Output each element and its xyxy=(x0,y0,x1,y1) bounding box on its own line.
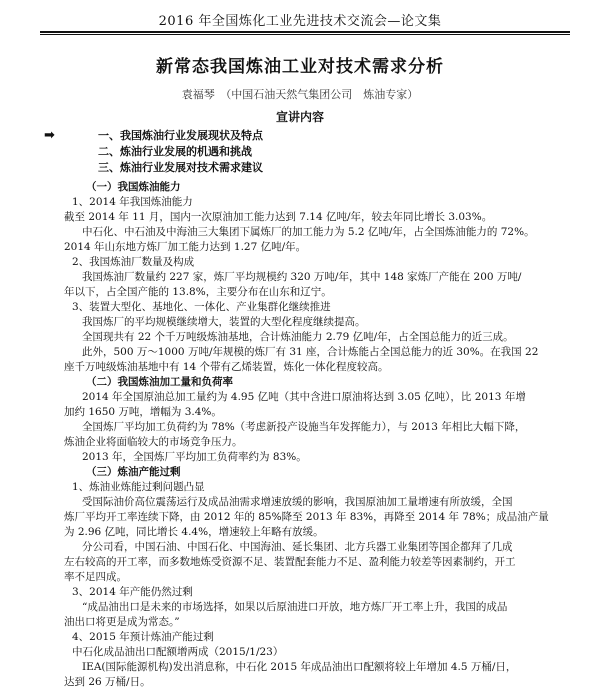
subsection-heading: 2、我国炼油厂数量及构成 xyxy=(72,256,195,268)
contents-heading: 宣讲内容 xyxy=(275,110,324,124)
subsection-heading: 1、炼油业炼能过剩问题凸显 xyxy=(72,481,205,493)
paragraph-line: 左右较高的开工率，而多数地炼受资源不足、装置配套能力不足、盈利能力较差等因素制约，开工 xyxy=(64,556,516,568)
paragraph-line: 座千万吨级炼油基地中有 14 个带有乙烯装置，炼化一体化程度较高。 xyxy=(64,361,389,373)
subsection-heading: 1、2014 年我国炼油能力 xyxy=(72,196,193,208)
paragraph-line: 率不足四成。 xyxy=(64,571,127,583)
paragraph-line: 炼厂平均开工率连续下降，由 2012 年的 85%降至 2013 年 83%，再降至 2014 年 78%；成品油产量 xyxy=(64,511,549,523)
paragraph-line: 为 2.96 亿吨，同比增长 4.4%，增速较上年略有放缓。 xyxy=(64,526,324,538)
paragraph-line: IEA(国际能源机构)发出消息称，中石化 2015 年成品油出口配额将较上年增加 4.5 万桶/日， xyxy=(82,661,517,673)
toc-item xyxy=(58,144,263,160)
subsection-heading: 3、装置大型化、基地化、一体化、产业集群化继续推进 xyxy=(72,301,331,313)
running-header: 2016 年全国炼化工业先进技术交流会—论文集 xyxy=(158,14,442,29)
paragraph-line: 2014 年全国原油总加工量约为 4.95 亿吨（其中含进口原油将达到 3.05 亿吨），比 2013 年增 xyxy=(82,391,526,403)
paragraph-line: 加约 1650 万吨，增幅为 3.4%。 xyxy=(64,406,222,418)
section-heading: （二）我国炼油加工量和负荷率 xyxy=(86,376,233,388)
toc-item-label: 二、炼油行业发展的机遇和挑战 xyxy=(98,145,252,158)
toc-item-label: 一、我国炼油行业发展现状及特点 xyxy=(98,129,263,142)
paragraph-line: 2013 年，全国炼厂平均加工负荷率约为 83%。 xyxy=(82,451,307,463)
paragraph-line: 全国炼厂平均加工负荷约为 78%（考虑新投产设施当年发挥能力），与 2013 年相比大幅下降， xyxy=(82,421,526,433)
arrow-right-icon: ➡ xyxy=(44,128,55,143)
paragraph-line: 中石化、中石油及中海油三大集团下属炼厂的加工能力为 5.2 亿吨/年，占全国炼油能力的 72%。 xyxy=(82,226,535,238)
paragraph-line: 此外，500 万～1000 万吨/年规模的炼厂有 31 座，合计炼能占全国总能力的近 30%。在我国 22 xyxy=(82,346,539,358)
table-of-contents xyxy=(44,128,263,176)
paragraph-line: 炼油企业将面临较大的市场竞争压力。 xyxy=(64,436,243,448)
header-rule-thin xyxy=(40,34,570,35)
document-body xyxy=(64,180,564,690)
paragraph-line: 截至 2014 年 11 月，国内一次原油加工能力达到 7.14 亿吨/年，较去年同比增长 3.03%。 xyxy=(64,211,493,223)
toc-item xyxy=(58,160,263,176)
paragraph-line: 油出口将更是成为常态。” xyxy=(64,616,180,628)
toc-item-label: 三、炼油行业发展对技术需求建议 xyxy=(98,161,263,174)
toc-item xyxy=(44,128,263,144)
page-title: 新常态我国炼油工业对技术需求分析 xyxy=(156,57,444,77)
section-heading: （三）炼油产能过剩 xyxy=(86,466,181,478)
subsection-heading: 4、2015 年预计炼油产能过剩 xyxy=(72,631,214,643)
subsection-heading: 3、2014 年产能仍然过剩 xyxy=(72,586,193,598)
paragraph-line: 年以下，占全国产能的 13.8%，主要分布在山东和辽宁。 xyxy=(64,286,332,298)
paragraph-line: 受国际油价高位震荡运行及成品油需求增速放缓的影响，我国原油加工量增速有所放缓，全国 xyxy=(82,496,513,508)
paragraph-line: 我国炼油厂数量约 227 家，炼厂平均规模约 320 万吨/年，其中 148 家炼厂产能在 200 万吨/ xyxy=(82,271,522,283)
paragraph-line: 全国现共有 22 个千万吨级炼油基地，合计炼油能力 2.79 亿吨/年，占全国总能力的近三成。 xyxy=(82,331,514,343)
paragraph-line: 中石化成品油出口配额增两成（2015/1/23） xyxy=(72,646,284,658)
paragraph-line: “成品油出口是未来的市场选择，如果以后原油进口开放，地方炼厂开工率上升，我国的成品 xyxy=(82,601,508,613)
paragraph-line: 达到 26 万桶/日。 xyxy=(64,676,151,688)
section-heading: （一）我国炼油能力 xyxy=(86,181,181,193)
header-rule xyxy=(40,31,570,33)
author-line: 袁福琴 （中国石油天然气集团公司 炼油专家） xyxy=(181,88,419,101)
paragraph-line: 我国炼厂的平均规模继续增大，装置的大型化程度继续提高。 xyxy=(82,316,366,328)
paragraph-line: 分公司看，中国石油、中国石化、中国海油、延长集团、北方兵器工业集团等国企都拜了几成 xyxy=(82,541,513,553)
paragraph-line: 2014 年山东地方炼厂加工能力达到 1.27 亿吨/年。 xyxy=(64,241,307,253)
